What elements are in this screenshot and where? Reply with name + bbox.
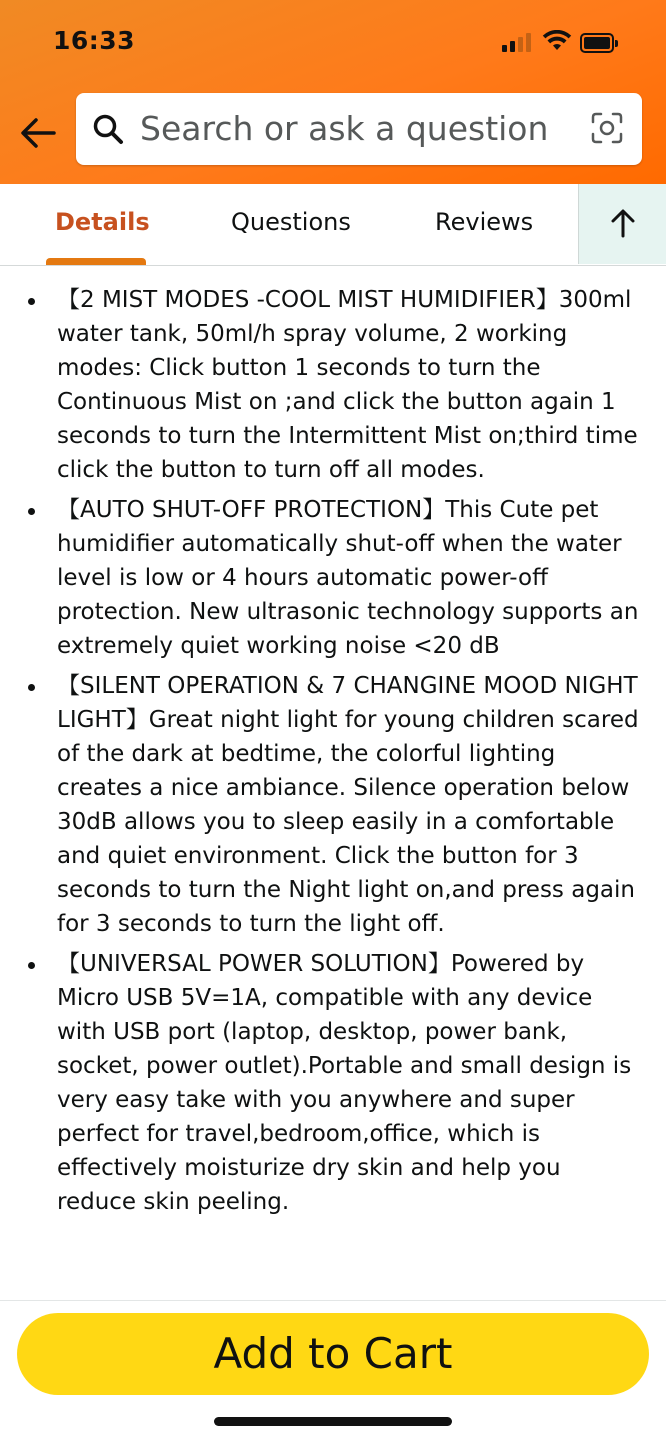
tab-reviews[interactable]: Reviews <box>435 208 534 236</box>
search-box[interactable] <box>76 93 642 165</box>
app-header <box>0 0 666 184</box>
add-to-cart-button[interactable]: Add to Cart <box>17 1313 649 1395</box>
status-icons <box>502 30 632 56</box>
back-arrow-icon[interactable] <box>18 112 60 154</box>
product-details <box>0 283 666 1225</box>
battery-icon <box>580 33 614 53</box>
bullet-dot <box>28 684 35 691</box>
feature-text: 【UNIVERSAL POWER SOLUTION】Powered by Micro USB 5V=1A, compatible with any device with USB port (laptop, desktop, power bank, socket, power outlet).Portable and small design is very easy take with you anywhere and super perfect for travel,bedroom,office, which is effectively moisturize dry skin and help you reduce skin peeling. <box>57 951 632 1215</box>
bullet-dot <box>28 508 35 515</box>
feature-bullet <box>0 669 666 941</box>
feature-bullet <box>0 947 666 1219</box>
bottom-action-bar <box>0 1300 666 1441</box>
arrow-up-icon <box>609 208 637 238</box>
tab-questions[interactable]: Questions <box>231 208 351 236</box>
feature-bullets <box>0 283 666 1219</box>
status-time: 16:33 <box>53 26 136 55</box>
tab-details[interactable]: Details <box>55 208 150 236</box>
feature-text: 【AUTO SHUT-OFF PROTECTION】This Cute pet humidifier automatically shut-off when the water level is low or 4 hours automatic power-off protection. New ultrasonic technology supports an extremely quiet working noise <20 dB <box>57 497 639 659</box>
feature-text: 【SILENT OPERATION & 7 CHANGINE MOOD NIGHT LIGHT】Great night light for young children scared of the dark at bedtime, the colorful lighting creates a nice ambiance. Silence operation below 30dB allows you to sleep easily in a comfortable and quiet environment. Click the button for 3 seconds to turn the Night light on,and press again for 3 seconds to turn the light off. <box>57 673 639 937</box>
scroll-to-top-button[interactable] <box>578 184 666 264</box>
search-input[interactable]: Search or ask a question <box>140 109 549 148</box>
home-indicator[interactable] <box>214 1417 452 1426</box>
signal-icon <box>502 30 532 56</box>
bullet-dot <box>28 962 35 969</box>
feature-bullet <box>0 493 666 663</box>
wifi-icon <box>542 30 572 52</box>
detail-tabs <box>0 184 666 266</box>
camera-scan-icon[interactable] <box>590 111 624 145</box>
feature-bullet <box>0 283 666 487</box>
active-tab-indicator <box>46 258 146 265</box>
search-icon <box>92 113 124 145</box>
feature-text: 【2 MIST MODES -COOL MIST HUMIDIFIER】300ml water tank, 50ml/h spray volume, 2 working modes: Click button 1 seconds to turn the Continuous Mist on ;and click the button again 1 seconds to turn the Intermittent Mist on;third time click the button to turn off all modes. <box>57 287 638 483</box>
bullet-dot <box>28 298 35 305</box>
